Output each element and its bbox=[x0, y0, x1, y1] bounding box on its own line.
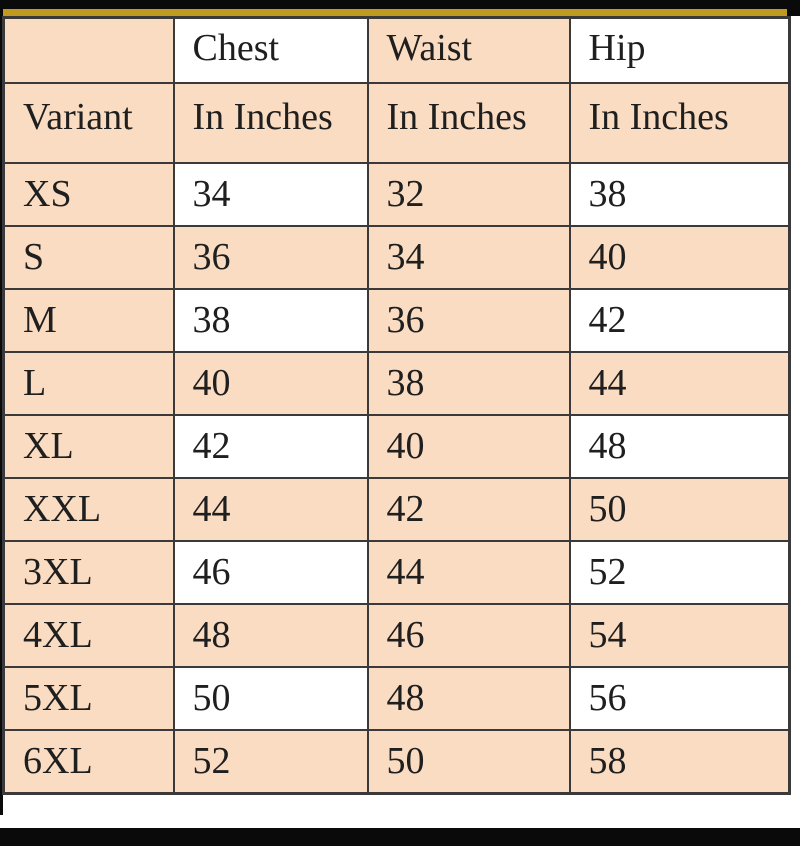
variant-cell: L bbox=[4, 352, 174, 415]
hip-value-cell: 44 bbox=[570, 352, 790, 415]
table-row bbox=[4, 163, 790, 226]
variant-cell: 3XL bbox=[4, 541, 174, 604]
table-row bbox=[4, 667, 790, 730]
variant-cell: XXL bbox=[4, 478, 174, 541]
waist-value-cell: 38 bbox=[368, 352, 570, 415]
hip-value-cell: 56 bbox=[570, 667, 790, 730]
chest-value-cell: 44 bbox=[174, 478, 368, 541]
table-row bbox=[4, 289, 790, 352]
chest-value-cell: 48 bbox=[174, 604, 368, 667]
hip-value-cell: 54 bbox=[570, 604, 790, 667]
variant-cell: 4XL bbox=[4, 604, 174, 667]
variant-cell: XS bbox=[4, 163, 174, 226]
table-row bbox=[4, 730, 790, 794]
waist-value-cell: 50 bbox=[368, 730, 570, 794]
hip-value-cell: 52 bbox=[570, 541, 790, 604]
header-hip-cell: Hip bbox=[570, 18, 790, 84]
table-row bbox=[4, 541, 790, 604]
table-row bbox=[4, 478, 790, 541]
variant-cell: S bbox=[4, 226, 174, 289]
bottom-black-bar bbox=[0, 828, 800, 846]
size-chart-body bbox=[4, 18, 790, 794]
header-empty-cell bbox=[4, 18, 174, 84]
hip-value-cell: 50 bbox=[570, 478, 790, 541]
header-waist-cell: Waist bbox=[368, 18, 570, 84]
table-row bbox=[4, 352, 790, 415]
hip-value-cell: 48 bbox=[570, 415, 790, 478]
variant-cell: M bbox=[4, 289, 174, 352]
waist-value-cell: 44 bbox=[368, 541, 570, 604]
hip-value-cell: 42 bbox=[570, 289, 790, 352]
chest-value-cell: 46 bbox=[174, 541, 368, 604]
chest-value-cell: 34 bbox=[174, 163, 368, 226]
chest-value-cell: 42 bbox=[174, 415, 368, 478]
chest-value-cell: 40 bbox=[174, 352, 368, 415]
waist-value-cell: 32 bbox=[368, 163, 570, 226]
subheader-chest-units-cell: In Inches bbox=[174, 83, 368, 163]
variant-cell: 6XL bbox=[4, 730, 174, 794]
table-row bbox=[4, 415, 790, 478]
variant-cell: 5XL bbox=[4, 667, 174, 730]
subheader-variant-cell: Variant bbox=[4, 83, 174, 163]
variant-cell: XL bbox=[4, 415, 174, 478]
chest-value-cell: 52 bbox=[174, 730, 368, 794]
chest-value-cell: 38 bbox=[174, 289, 368, 352]
subheader-hip-units-cell: In Inches bbox=[570, 83, 790, 163]
gold-accent-line bbox=[3, 9, 787, 16]
table-row bbox=[4, 604, 790, 667]
hip-value-cell: 38 bbox=[570, 163, 790, 226]
header-chest-cell: Chest bbox=[174, 18, 368, 84]
table-row bbox=[4, 83, 790, 163]
hip-value-cell: 58 bbox=[570, 730, 790, 794]
waist-value-cell: 34 bbox=[368, 226, 570, 289]
subheader-waist-units-cell: In Inches bbox=[368, 83, 570, 163]
waist-value-cell: 40 bbox=[368, 415, 570, 478]
chest-value-cell: 36 bbox=[174, 226, 368, 289]
waist-value-cell: 42 bbox=[368, 478, 570, 541]
size-chart-table bbox=[2, 16, 791, 795]
table-row bbox=[4, 18, 790, 84]
table-row bbox=[4, 226, 790, 289]
hip-value-cell: 40 bbox=[570, 226, 790, 289]
chest-value-cell: 50 bbox=[174, 667, 368, 730]
waist-value-cell: 46 bbox=[368, 604, 570, 667]
waist-value-cell: 48 bbox=[368, 667, 570, 730]
waist-value-cell: 36 bbox=[368, 289, 570, 352]
top-black-bar bbox=[0, 0, 800, 16]
